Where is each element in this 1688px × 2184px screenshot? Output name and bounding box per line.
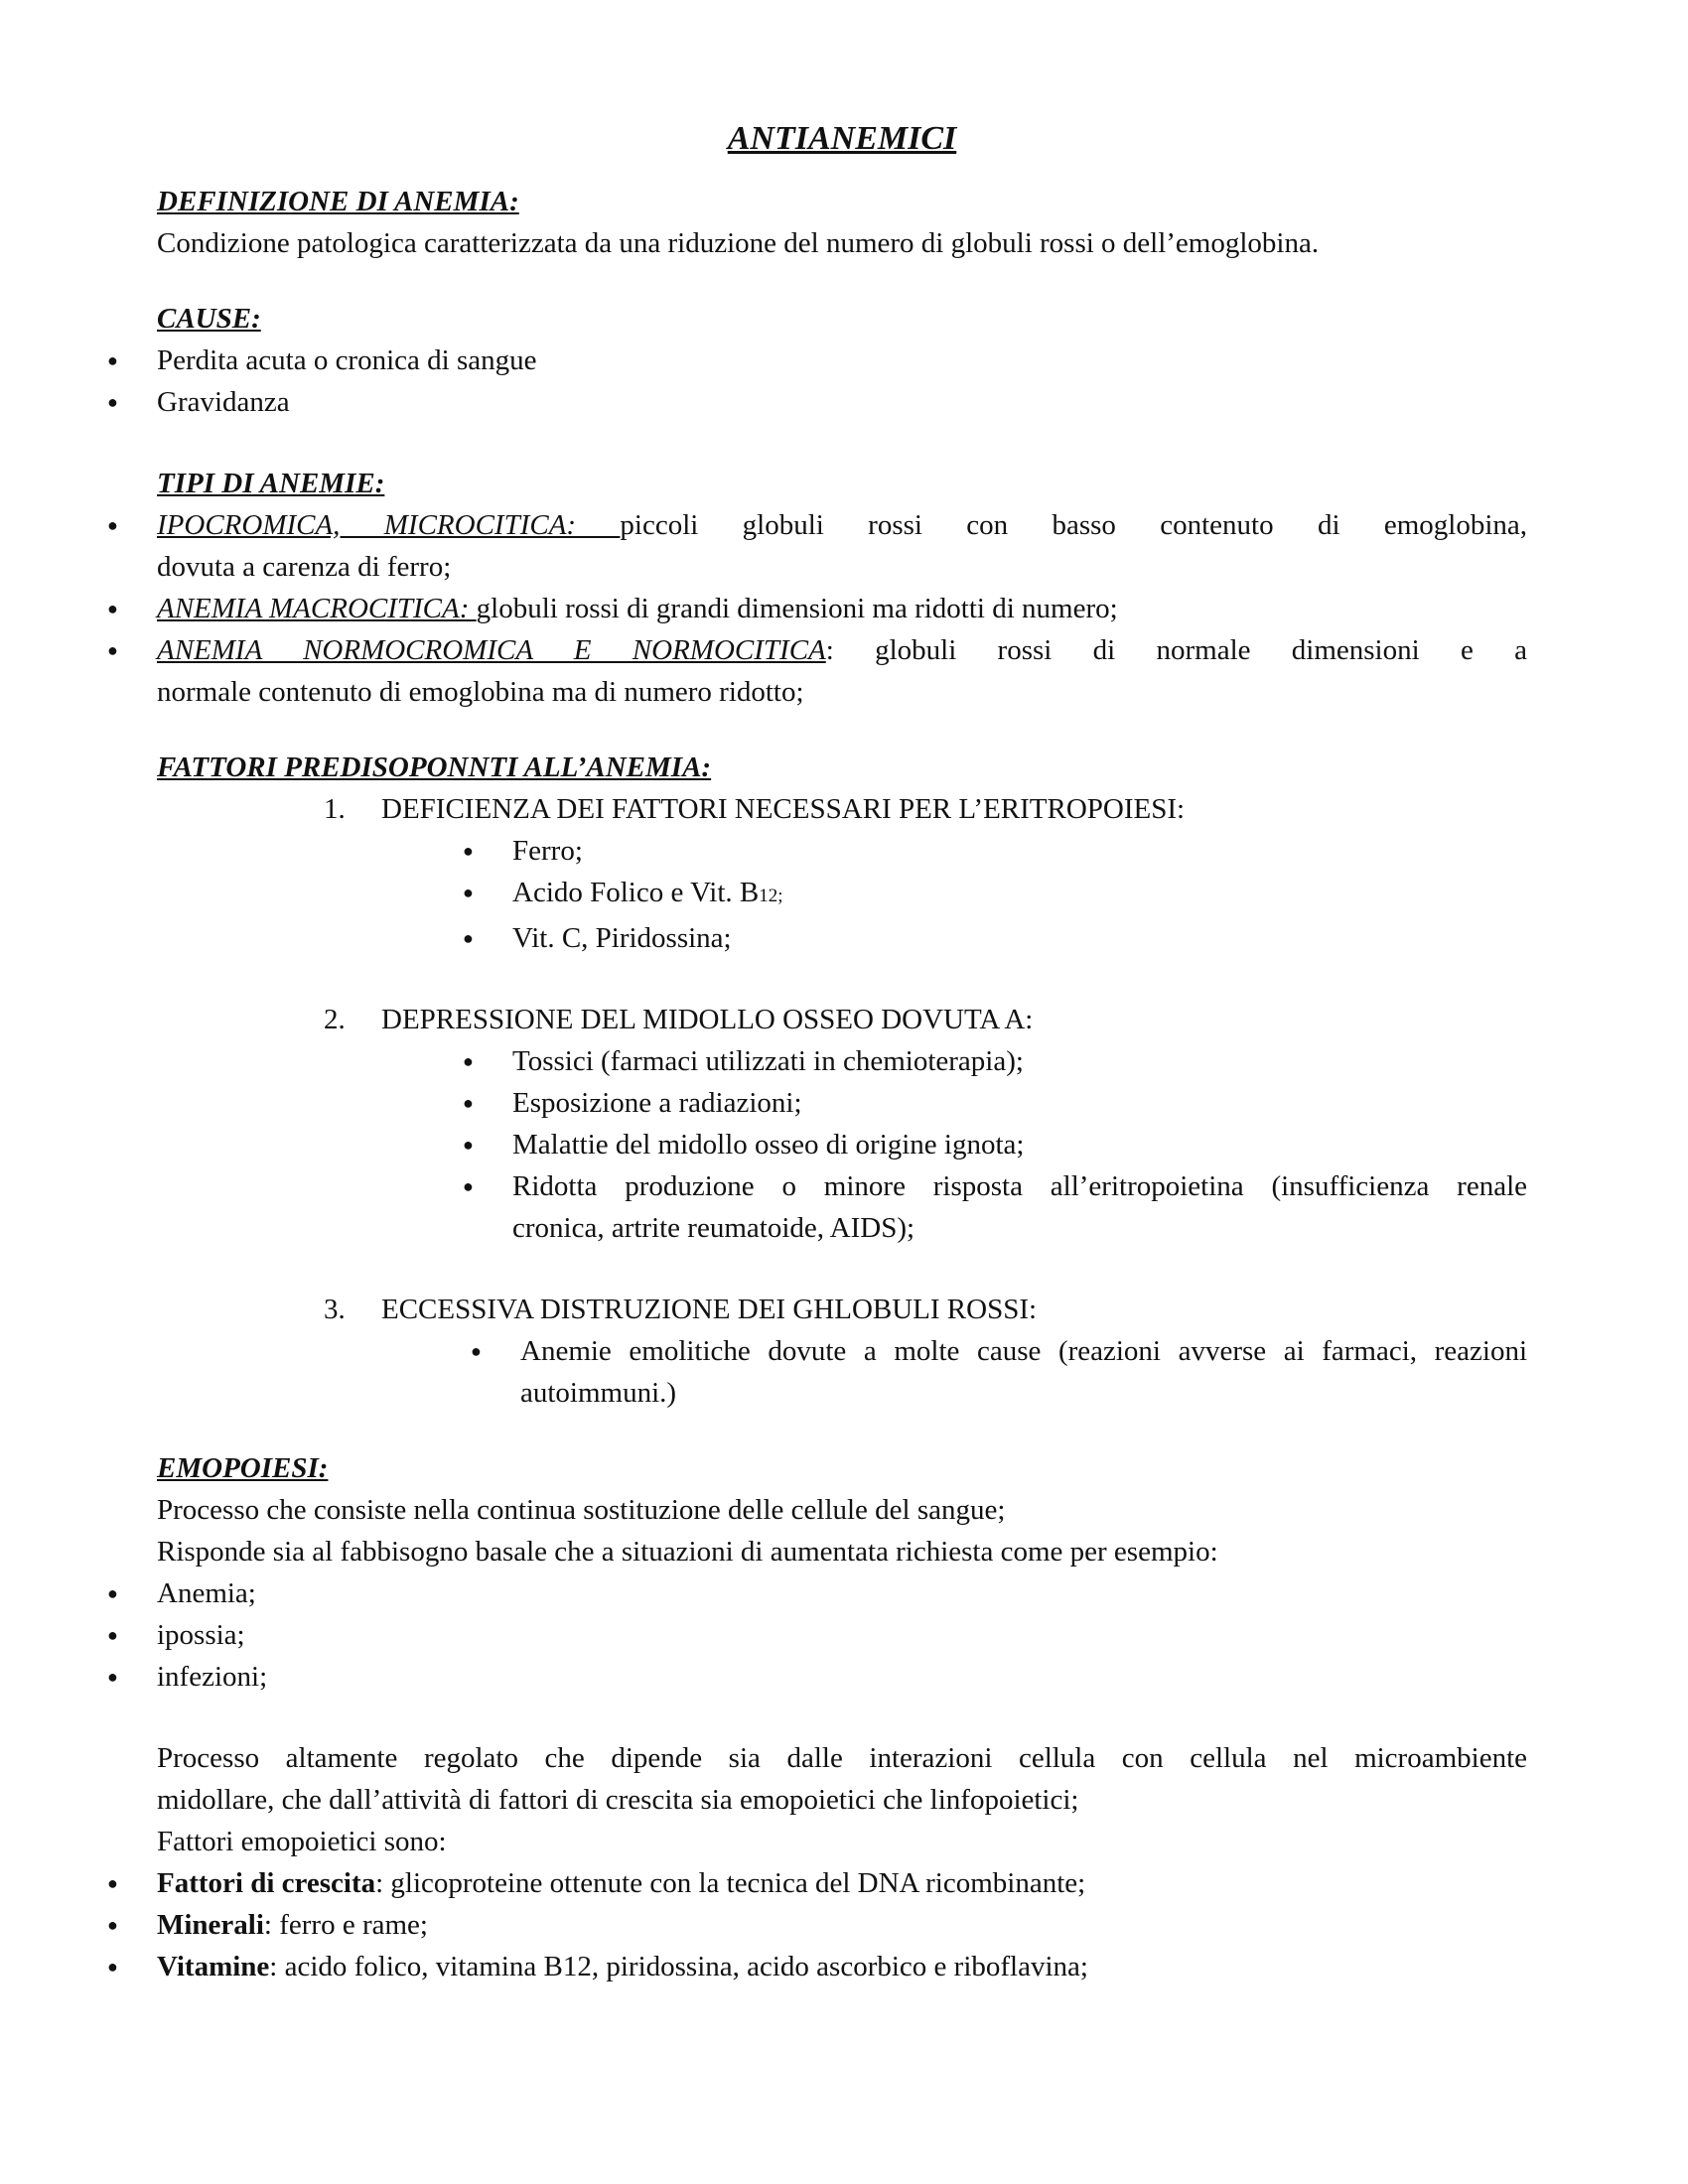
list-item: ● ANEMIA NORMOCROMICA E NORMOCITICA: globuli rossi di normale dimensioni e a normale contenuto di emoglobina ma di numero ridotto; [157,629,1527,713]
list-item: ● IPOCROMICA, MICROCITICA: piccoli globuli rossi con basso contenuto di emoglobina, dovuta a carenza di ferro; [157,504,1527,588]
list-item: ● Anemie emolitiche dovute a molte cause (reazioni avverse ai farmaci, reazioni autoimmuni.) [520,1330,1527,1414]
page-title: ANTIANEMICI [727,120,957,157]
list-item: ● Fattori di crescita: glicoproteine ottenute con la tecnica del DNA ricombinante; [157,1862,1527,1904]
list-item: ● Ferro; [512,830,1527,872]
emopoiesi-line: Processo che consiste nella continua sostituzione delle cellule del sangue; [157,1494,1006,1526]
list-item: ● Minerali: ferro e rame; [157,1904,1527,1946]
list-item: ● Gravidanza [157,381,1527,423]
tipi-list [157,504,1527,713]
list-item: ● ANEMIA MACROCITICA: globuli rossi di grandi dimensioni ma ridotti di numero; [157,588,1527,629]
tipo-term: ANEMIA MACROCITICA: [157,593,477,624]
document-page [157,117,1527,1987]
numbered-item: 1. DEFICIENZA DEI FATTORI NECESSARI PER L’ERITROPOIESI: ● Ferro; ● Acido Folico e Vit. B12; ● Vit. C, Piridossina; [324,788,1527,959]
definizione-text: Condizione patologica caratterizzata da una riduzione del numero di globuli rossi o dell’emoglobina. [157,227,1320,259]
cause-list [157,340,1527,423]
tipo-term: ANEMIA NORMOCROMICA E NORMOCITICA [157,634,826,666]
fattori-emopoietici-list [157,1862,1527,1987]
fattori-emopoietici-label: Fattori emopoietici sono: [157,1826,447,1857]
list-item: ● Malattie del midollo osseo di origine ignota; [512,1124,1527,1165]
tipo-term: IPOCROMICA, MICROCITICA: [157,509,621,541]
list-item: ● Perdita acuta o cronica di sangue [157,340,1527,381]
list-item: ● ipossia; [157,1614,1527,1656]
emopoiesi-heading: EMOPOIESI: [157,1452,329,1484]
emopoiesi-line: Risponde sia al fabbisogno basale che a situazioni di aumentata richiesta come per esempio: [157,1536,1218,1568]
list-item: ● Anemia; [157,1572,1527,1614]
cause-heading: CAUSE: [157,303,261,335]
list-item: ● Vitamine: acido folico, vitamina B12, piridossina, acido ascorbico e riboflavina; [157,1946,1527,1987]
tipi-heading: TIPI DI ANEMIE: [157,468,385,499]
fattori-heading: FATTORI PREDISOPONNTI ALL’ANEMIA: [157,751,712,783]
list-item: ● Esposizione a radiazioni; [512,1082,1527,1124]
emopoiesi-paragraph: Processo altamente regolato che dipende sia dalle interazioni cellula con cellula nel microambiente [157,1742,1527,1774]
fattori-numbered-list [324,788,1527,1414]
definizione-heading: DEFINIZIONE DI ANEMIA: [157,186,519,217]
numbered-item: 2. DEPRESSIONE DEL MIDOLLO OSSEO DOVUTA A: ● Tossici (farmaci utilizzati in chemioterapia); ● Esposizione a radiazioni; ● Malattie del midollo osseo di origine ignota; ● Ridotta produzione o minore risposta all’eritropoietina (insufficienza renale cronica, artrite reumatoide, AIDS); [324,999,1527,1249]
emopoiesi-paragraph: midollare, che dall’attività di fattori di crescita sia emopoietici che linfopoietici; [157,1784,1079,1816]
list-item: ● infezioni; [157,1656,1527,1698]
list-item: ● Tossici (farmaci utilizzati in chemioterapia); [512,1040,1527,1082]
numbered-item: 3. ECCESSIVA DISTRUZIONE DEI GHLOBULI ROSSI: ● Anemie emolitiche dovute a molte cause (reazioni avverse ai farmaci, reazioni autoimmuni.) [324,1289,1527,1414]
emopoiesi-list [157,1572,1527,1698]
list-item: ● Vit. C, Piridossina; [512,917,1527,959]
list-item: ● Acido Folico e Vit. B12; [512,872,1527,917]
list-item: ● Ridotta produzione o minore risposta all’eritropoietina (insufficienza renale cronica, artrite reumatoide, AIDS); [512,1165,1527,1249]
